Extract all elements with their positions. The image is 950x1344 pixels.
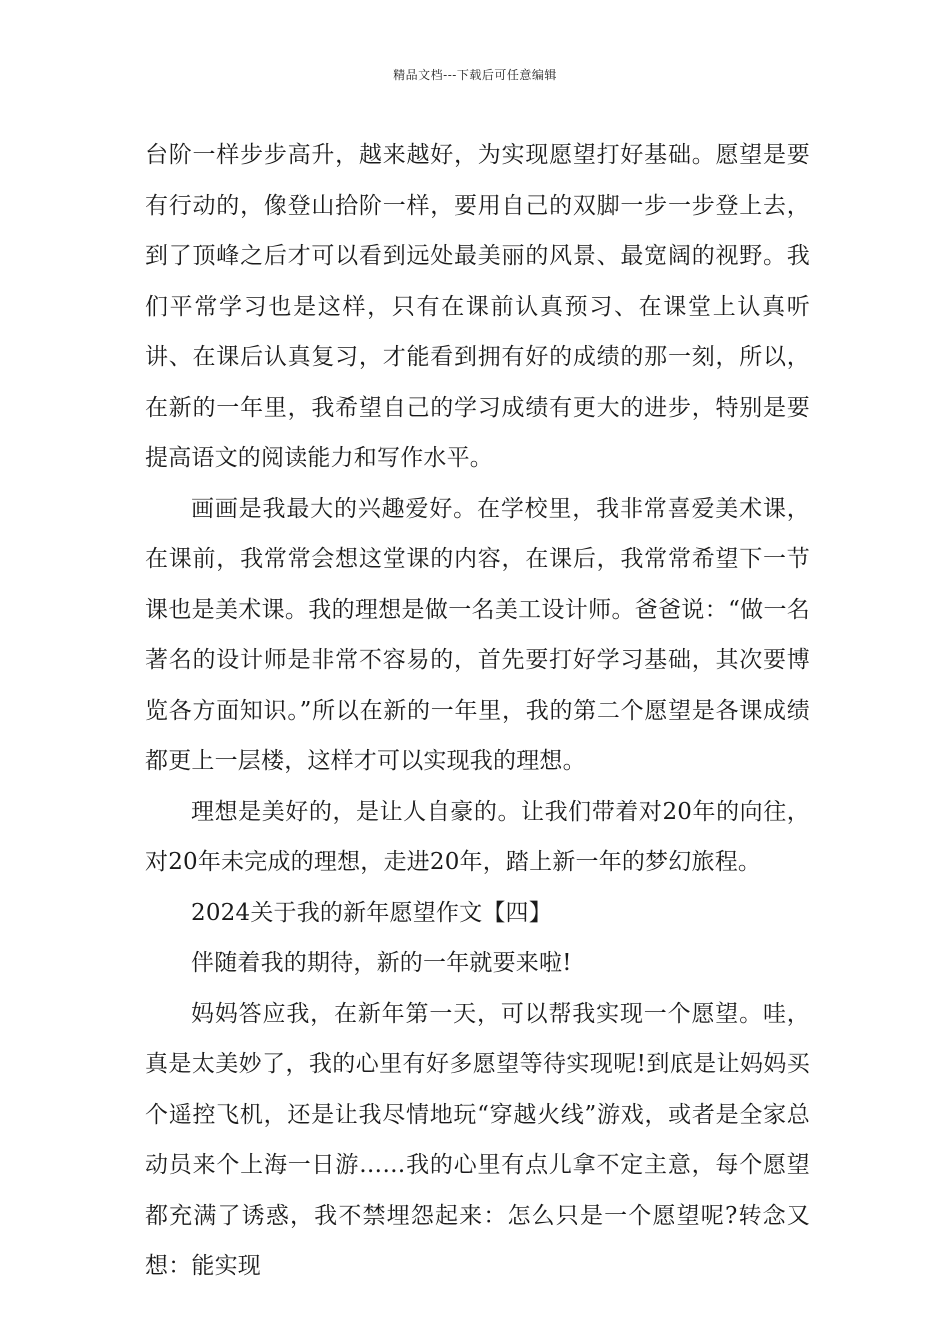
paragraph-drawing-hobby: 画画是我最大的兴趣爱好。在学校里，我非常喜爱美术课，在课前，我常常会想这堂课的内容，在课后，我常常希望下一节课也是美术课。我的理想是做一名美工设计师。爸爸说：“做一名著名的设计师是非常不容易的，首先要打好学习基础，其次要博览各方面知识。”所以在新的一年里，我的第二个愿望是各课成绩都更上一层楼，这样才可以实现我的理想。 (145, 495, 810, 774)
paragraph-expectation: 伴随着我的期待，新的一年就要来啦! (191, 950, 572, 976)
document-body (145, 130, 810, 1292)
section-title: 2024关于我的新年愿望作文【四】 (191, 899, 552, 926)
paragraph-mom-promise: 妈妈答应我，在新年第一天，可以帮我实现一个愿望。哇，真是太美妙了，我的心里有好多愿望等待实现呢!到底是让妈妈买个遥控飞机，还是让我尽情地玩“穿越火线”游戏，或者是全家总动员来个上海一日游……我的心里有点儿拿不定主意，每个愿望都充满了诱惑，我不禁埋怨起来：怎么只是一个愿望呢?转念又想：能实现 (145, 1000, 810, 1279)
paragraph-study-wish: 台阶一样步步高升，越来越好，为实现愿望打好基础。愿望是要有行动的，像登山拾阶一样，要用自己的双脚一步一步登上去，到了顶峰之后才可以看到远处最美丽的风景、最宽阔的视野。我们平常学习也是这样，只有在课前认真预习、在课堂上认真听讲、在课后认真复习，才能看到拥有好的成绩的那一刻，所以，在新的一年里，我希望自己的学习成绩有更大的进步，特别是要提高语文的阅读能力和写作水平。 (145, 142, 810, 471)
paragraph-ideal: 理想是美好的，是让人自豪的。让我们带着对20年的向往，对20年未完成的理想，走进20年，踏上新一年的梦幻旅程。 (145, 798, 810, 875)
page-header: 精品文档---下载后可任意编辑 (393, 68, 557, 82)
